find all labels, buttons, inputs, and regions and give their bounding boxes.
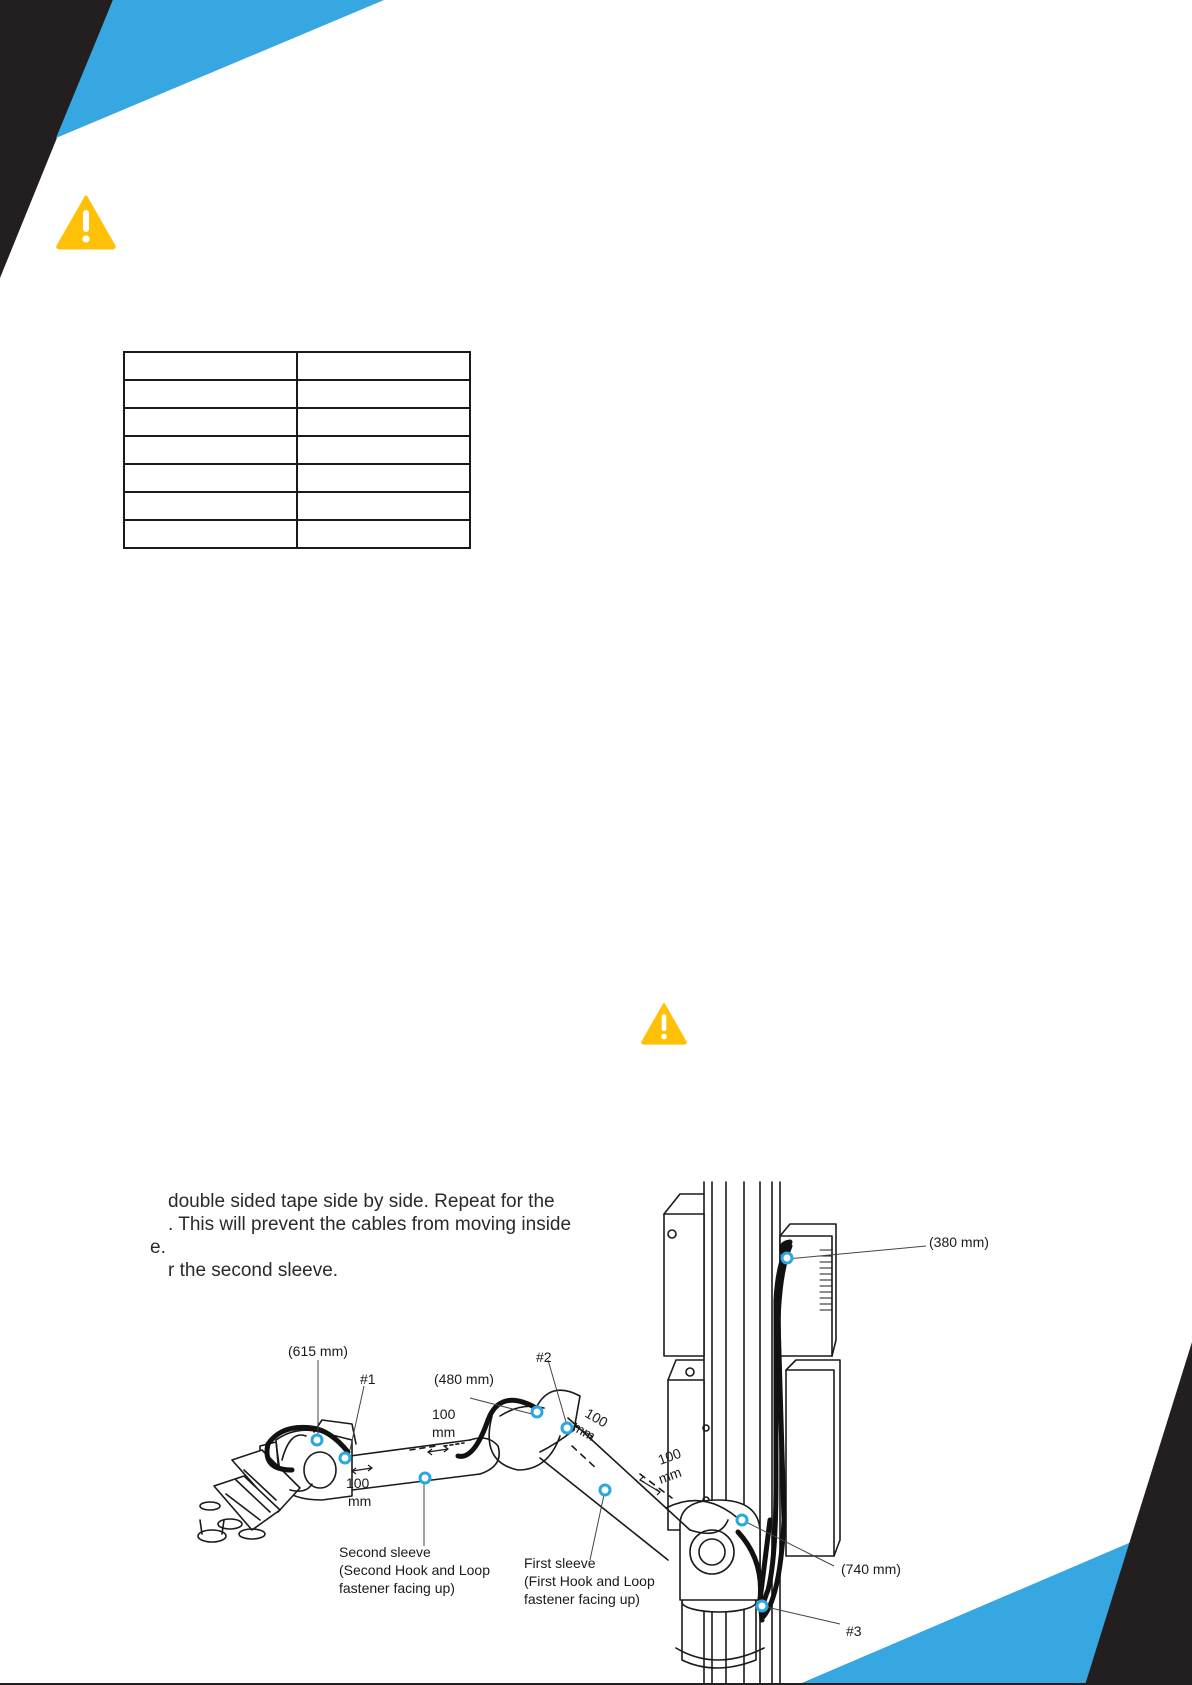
instruction-line: . This will prevent the cables from moving inside (168, 1214, 572, 1235)
instruction-line: r the second sleeve. (168, 1260, 339, 1281)
spacing-label-100: 100 mm (655, 1444, 684, 1487)
marker-dot (782, 1253, 792, 1263)
cable-tie-label-3: #3 (846, 1623, 862, 1639)
marker-dot (600, 1485, 610, 1495)
instruction-line: e. (150, 1237, 166, 1258)
instruction-line: double sided tape side by side. Repeat for the (168, 1191, 555, 1212)
spacing-label-100: 100 mm (432, 1406, 456, 1440)
length-label-740: (740 mm) (841, 1561, 901, 1577)
spacing-label-100: 100 mm (569, 1404, 611, 1444)
length-label-480: (480 mm) (434, 1371, 494, 1387)
marker-dot (737, 1515, 747, 1525)
spacing-label-100: 100 mm (345, 1475, 372, 1509)
marker-dot (532, 1407, 542, 1417)
cable-tie-label-1: #1 (360, 1371, 376, 1387)
marker-dot (420, 1473, 430, 1483)
marker-dot (757, 1601, 767, 1611)
length-label-615: (615 mm) (288, 1343, 348, 1359)
second-sleeve-caption: Second sleeve (Second Hook and Loop fastener facing up) (339, 1544, 490, 1596)
robot-base (676, 1500, 764, 1668)
control-boxes (664, 1194, 840, 1556)
marker-dot (312, 1435, 322, 1445)
cable-tie-label-2: #2 (536, 1349, 552, 1365)
marker-dot (340, 1453, 350, 1463)
length-label-380: (380 mm) (929, 1234, 989, 1250)
first-sleeve-caption: First sleeve (First Hook and Loop fastener facing up) (524, 1555, 655, 1607)
